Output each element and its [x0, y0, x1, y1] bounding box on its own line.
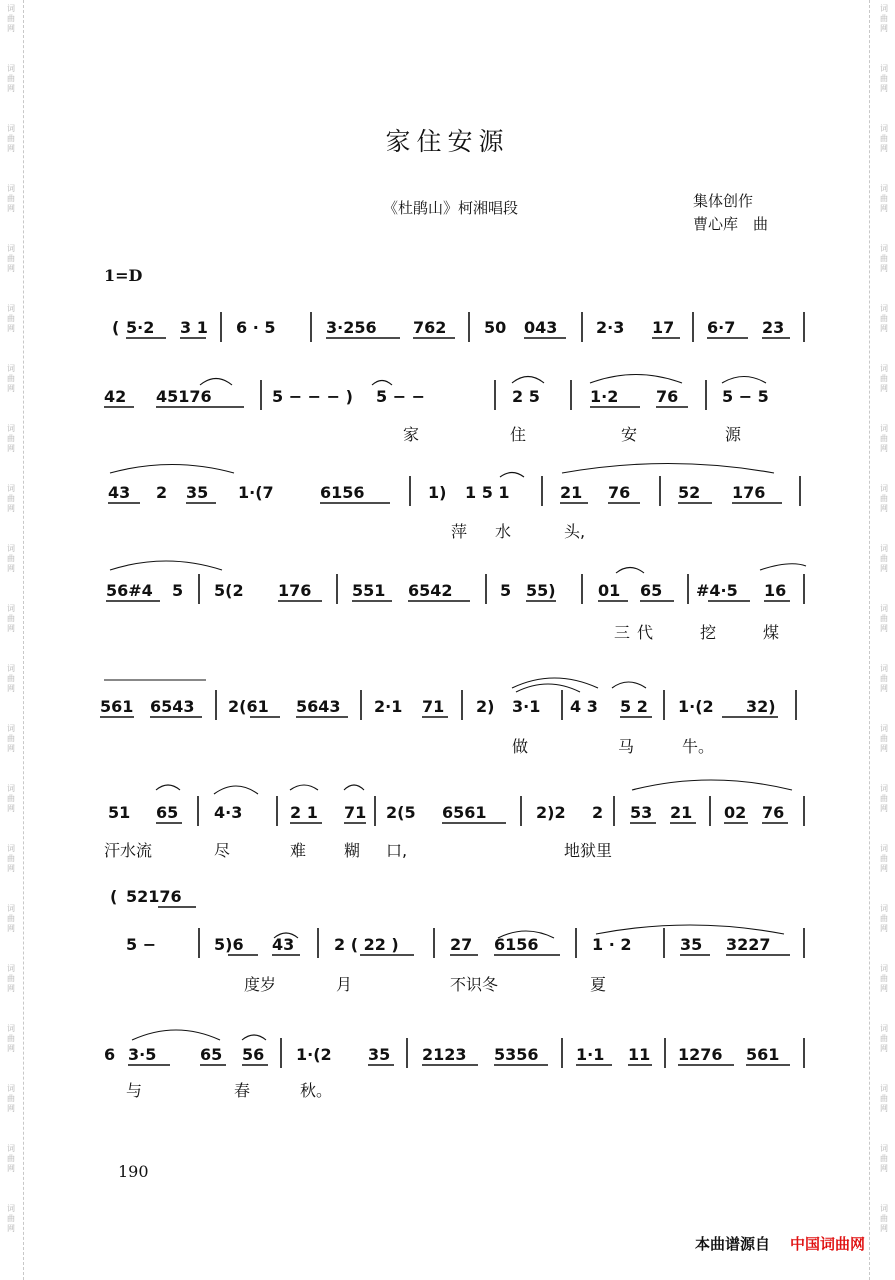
- watermark-label: 词 曲 网: [880, 184, 888, 213]
- watermark-label: 词 曲 网: [880, 1144, 888, 1173]
- notes-group: 5 − − − ): [272, 387, 353, 406]
- slur: [512, 678, 598, 688]
- slur: [110, 465, 234, 474]
- watermark-label: 词 曲 网: [7, 664, 15, 693]
- notes-group: 3·1: [512, 697, 541, 716]
- slur: [562, 464, 774, 474]
- notes-group: 3227: [726, 935, 771, 954]
- notes-group: 50: [484, 318, 507, 337]
- key-signature: 1=D: [104, 266, 143, 285]
- notes-group: 56: [242, 1045, 265, 1064]
- staff-row-5: [100, 678, 796, 756]
- site-name: 中国词曲网: [789, 1235, 865, 1253]
- notes-group: 35: [186, 483, 209, 502]
- notes-group: 2)2: [536, 803, 566, 822]
- watermark-label: 词 曲 网: [7, 844, 15, 873]
- staff-row-1: [112, 312, 804, 342]
- notes-group: 1·(2: [678, 697, 714, 716]
- lyric: 口,: [386, 841, 408, 860]
- notes-group: 6561: [442, 803, 487, 822]
- slur: [596, 925, 784, 934]
- notes-group: 762: [413, 318, 447, 337]
- lyric: 牛。: [682, 737, 715, 756]
- notes-group: 1·(2: [296, 1045, 332, 1064]
- lyric: 难: [290, 841, 307, 860]
- notes-group: 76: [762, 803, 785, 822]
- notes-group: 35: [680, 935, 703, 954]
- watermark-label: 词 曲 网: [880, 4, 888, 33]
- watermark-label: 词 曲 网: [880, 304, 888, 333]
- watermark-label: 词 曲 网: [7, 244, 15, 273]
- notes-group: 176: [278, 581, 312, 600]
- notes-group: 2 ( 22 ): [334, 935, 399, 954]
- song-subtitle: 《杜鹃山》柯湘唱段: [383, 199, 519, 217]
- slur: [214, 786, 258, 794]
- slur: [110, 561, 222, 570]
- notes-group: 65: [640, 581, 663, 600]
- notes-group: 1·2: [590, 387, 619, 406]
- notes-group: 2 1: [290, 803, 318, 822]
- notes-group: 52: [678, 483, 701, 502]
- staff-row-3: [108, 464, 800, 542]
- watermark-label: 词 曲 网: [7, 184, 15, 213]
- slur: [132, 1030, 220, 1040]
- notes-group: 5 2: [620, 697, 648, 716]
- notes-group: 1·1: [576, 1045, 605, 1064]
- watermark-label: 词 曲 网: [880, 604, 888, 633]
- notes-group: 42: [104, 387, 127, 406]
- watermark-label: 词 曲 网: [7, 964, 15, 993]
- staff-row-8: [104, 1030, 804, 1100]
- slur: [200, 379, 232, 386]
- notes-group: 5(2: [214, 581, 244, 600]
- slur: [616, 568, 644, 574]
- watermark-label: 词 曲 网: [880, 244, 888, 273]
- notes-group: 6156: [494, 935, 539, 954]
- watermark-label: 词 曲 网: [880, 364, 888, 393]
- lyric: 春: [234, 1081, 251, 1100]
- notes-group: 2·1: [374, 697, 403, 716]
- slur: [344, 785, 364, 790]
- notes-group: 6543: [150, 697, 195, 716]
- staff-row-7: [110, 887, 804, 994]
- notes-group: 1·(7: [238, 483, 274, 502]
- notes-group: 55): [526, 581, 556, 600]
- notes-group: 53: [630, 803, 653, 822]
- notes-group: 02: [724, 803, 747, 822]
- lyric: 与: [126, 1081, 143, 1100]
- notes-group: 5 − −: [376, 387, 426, 406]
- staff-row-2: [104, 375, 769, 445]
- slur: [372, 381, 392, 386]
- slur: [516, 684, 580, 692]
- notes-group: 1 5 1: [465, 483, 510, 502]
- source-label: 本曲谱源自: [694, 1235, 770, 1253]
- watermark-label: 词 曲 网: [880, 904, 888, 933]
- lyric: 汗水流: [104, 841, 153, 860]
- watermark-label: 词 曲 网: [880, 64, 888, 93]
- notes-group: 2): [476, 697, 495, 716]
- watermark-label: 词 曲 网: [880, 1204, 888, 1233]
- notes-group: 43: [272, 935, 295, 954]
- notes-group: 76: [656, 387, 679, 406]
- notes-group: 5643: [296, 697, 341, 716]
- page-number: 190: [118, 1162, 149, 1181]
- notes-group: 176: [732, 483, 766, 502]
- notes-group: 2(5: [386, 803, 416, 822]
- slur: [512, 377, 544, 384]
- notes-group: 71: [344, 803, 367, 822]
- watermark-label: 词 曲 网: [880, 724, 888, 753]
- notes-group: 561: [100, 697, 134, 716]
- watermark-label: 词 曲 网: [880, 484, 888, 513]
- lyric: 头,: [564, 522, 586, 541]
- notes-group: 27: [450, 935, 473, 954]
- watermark-label: 词 曲 网: [7, 364, 15, 393]
- lyric: 三: [614, 623, 631, 642]
- notes-group: 2123: [422, 1045, 467, 1064]
- notes-group: 65: [156, 803, 179, 822]
- slur: [612, 682, 646, 688]
- notes-group: 71: [422, 697, 445, 716]
- notes-group: 1 · 2: [592, 935, 632, 954]
- notes-group: 16: [764, 581, 787, 600]
- song-title: 家住安源: [385, 127, 510, 156]
- notes-group: 5 −: [126, 935, 157, 954]
- notes-group: 45176: [156, 387, 212, 406]
- staff-row-6: [104, 780, 804, 860]
- lyric: 度岁: [244, 975, 277, 994]
- notes-group: (: [112, 318, 120, 337]
- watermark-label: 词 曲 网: [7, 544, 15, 573]
- notes-group: 6: [104, 1045, 116, 1064]
- notes-group: 5: [500, 581, 512, 600]
- notes-group: 561: [746, 1045, 780, 1064]
- notes-group: 6 · 5: [236, 318, 276, 337]
- lyric: 家: [403, 425, 420, 444]
- watermark-label: 词 曲 网: [7, 604, 15, 633]
- composer-credit-line2: 曹心库 曲: [693, 215, 769, 233]
- notes-group: 56#4: [106, 581, 153, 600]
- watermark-label: 词 曲 网: [7, 784, 15, 813]
- notes-group: (: [110, 887, 118, 906]
- watermark-label: 词 曲 网: [880, 964, 888, 993]
- lyric: 地狱里: [564, 841, 613, 860]
- slur: [760, 564, 806, 570]
- notes-group: #4·5: [696, 581, 738, 600]
- notes-group: 5·2: [126, 318, 155, 337]
- notes-group: 6·7: [707, 318, 736, 337]
- watermark-label: 词 曲 网: [880, 664, 888, 693]
- staff-row-4: [106, 561, 806, 642]
- lyric: 月: [336, 975, 353, 994]
- notes-group: 23: [762, 318, 785, 337]
- slur: [242, 1035, 266, 1040]
- notes-group: 4·3: [214, 803, 243, 822]
- notes-group: 2: [592, 803, 604, 822]
- lyric: 源: [725, 425, 742, 444]
- lyric: 糊: [344, 841, 361, 860]
- notes-group: 65: [200, 1045, 223, 1064]
- lyric: 萍: [451, 522, 468, 541]
- notes-group: 11: [628, 1045, 651, 1064]
- source-footer: [695, 1233, 865, 1254]
- notes-group: 2 5: [512, 387, 540, 406]
- lyric: 挖: [700, 623, 717, 642]
- notes-group: 3 1: [180, 318, 208, 337]
- notes-group: 3·5: [128, 1045, 157, 1064]
- watermark-label: 词 曲 网: [7, 1204, 15, 1233]
- lyric: 代: [637, 623, 654, 642]
- lyric: 水: [495, 522, 512, 541]
- watermark-label: 词 曲 网: [880, 124, 888, 153]
- watermark-label: 词 曲 网: [7, 424, 15, 453]
- notes-group: 2(61: [228, 697, 269, 716]
- notes-group: 21: [560, 483, 583, 502]
- notes-group: 21: [670, 803, 693, 822]
- notes-group: 551: [352, 581, 386, 600]
- notes-group: 43: [108, 483, 131, 502]
- notes-group: 32): [746, 697, 776, 716]
- notes-group: 6542: [408, 581, 453, 600]
- lyric: 秋。: [300, 1081, 333, 1100]
- lyric: 夏: [590, 975, 607, 994]
- lyric: 马: [618, 737, 635, 756]
- notes-group: 5356: [494, 1045, 539, 1064]
- notes-group: 2: [156, 483, 168, 502]
- lyric: 做: [512, 737, 529, 756]
- watermark-label: 词 曲 网: [880, 1084, 888, 1113]
- notes-group: 17: [652, 318, 675, 337]
- lyric: 住: [510, 425, 527, 444]
- watermark-label: 词 曲 网: [7, 1084, 15, 1113]
- lyric: 尽: [214, 841, 231, 860]
- slur: [156, 785, 180, 790]
- watermark-label: 词 曲 网: [880, 544, 888, 573]
- watermark-label: 词 曲 网: [7, 304, 15, 333]
- slur: [632, 780, 792, 790]
- notes-group: 1): [428, 483, 447, 502]
- lyric: 煤: [763, 623, 780, 642]
- slur: [290, 785, 318, 790]
- notes-group: 01: [598, 581, 621, 600]
- notes-group: 52176: [126, 887, 182, 906]
- notes-group: 6156: [320, 483, 365, 502]
- watermark-label: 词 曲 网: [880, 844, 888, 873]
- composer-credit-line1: 集体创作: [693, 192, 754, 210]
- slur: [590, 375, 682, 384]
- watermark-label: 词 曲 网: [880, 1024, 888, 1053]
- notes-group: 51: [108, 803, 131, 822]
- notes-group: 3·256: [326, 318, 377, 337]
- watermark-label: 词 曲 网: [7, 124, 15, 153]
- watermark-label: 词 曲 网: [7, 64, 15, 93]
- watermark-label: 词 曲 网: [7, 724, 15, 753]
- watermark-label: 词 曲 网: [7, 1144, 15, 1173]
- watermark-label: 词 曲 网: [7, 1024, 15, 1053]
- notes-group: 5)6: [214, 935, 244, 954]
- lyric: 不识冬: [450, 975, 499, 994]
- notes-group: 1276: [678, 1045, 723, 1064]
- watermark-label: 词 曲 网: [7, 904, 15, 933]
- notes-group: 5: [172, 581, 184, 600]
- notes-group: 76: [608, 483, 631, 502]
- notes-group: 2·3: [596, 318, 625, 337]
- notes-group: 4 3: [570, 697, 598, 716]
- watermark-label: 词 曲 网: [7, 4, 15, 33]
- watermark-label: 词 曲 网: [880, 424, 888, 453]
- watermark-label: 词 曲 网: [880, 784, 888, 813]
- slur: [722, 377, 766, 384]
- lyric: 安: [621, 425, 638, 444]
- watermark-label: 词 曲 网: [7, 484, 15, 513]
- notes-group: 5 − 5: [722, 387, 769, 406]
- slur: [500, 473, 524, 478]
- notes-group: 043: [524, 318, 558, 337]
- notes-group: 35: [368, 1045, 391, 1064]
